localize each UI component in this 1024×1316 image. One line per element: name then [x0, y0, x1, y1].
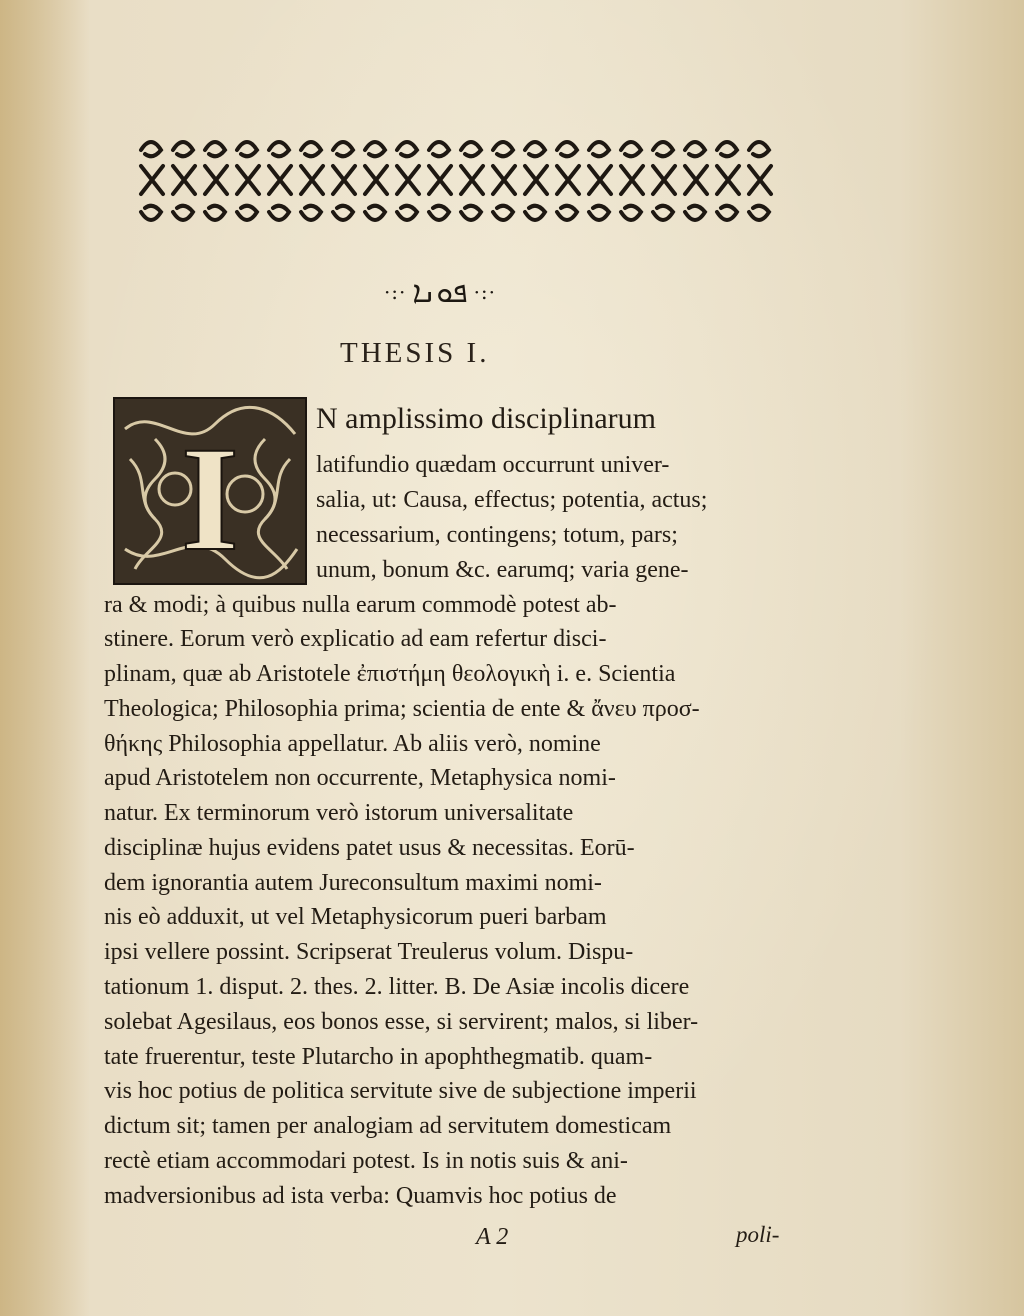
- text-line: tate fruerentur, teste Plutarcho in apophthegmatib. quam-: [104, 1044, 653, 1070]
- catchword: poli-: [736, 1222, 780, 1247]
- text-line: dem ignorantia autem Jureconsultum maximi nomi-: [104, 870, 602, 896]
- signature-mark: A 2: [476, 1224, 509, 1250]
- text-line: tationum 1. disput. 2. thes. 2. litter. B. De Asiæ incolis dicere: [104, 974, 690, 1000]
- thesis-heading: THESIS I.: [340, 337, 490, 369]
- text-line: N amplissimo disciplinarum: [316, 402, 656, 435]
- text-line: vis hoc potius de politica servitute sive de subjectione imperii: [104, 1078, 697, 1104]
- text-line: necessarium, contingens; totum, pars;: [316, 522, 678, 548]
- dropcap-letter: I: [180, 416, 240, 582]
- text-line: stinere. Eorum verò explicatio ad eam refertur disci-: [104, 626, 607, 652]
- syriac-title: ܦܘܢܐ: [412, 274, 468, 310]
- text-line: ipsi vellere possint. Scripserat Treulerus volum. Dispu-: [104, 939, 634, 965]
- text-line: rectè etiam accommodari potest. Is in notis suis & ani-: [104, 1148, 628, 1174]
- text-line: Theologica; Philosophia prima; scientia de ente & ἄνευ προσ-: [104, 696, 700, 722]
- left-dot-ornament: ·:·: [383, 280, 407, 304]
- text-line: plinam, quæ ab Aristotele ἐπιστήμη θεολογικὴ i. e. Scientia: [104, 661, 676, 687]
- text-line: ra & modi; à quibus nulla earum commodè potest ab-: [104, 592, 617, 618]
- text-line: natur. Ex terminorum verò istorum universalitate: [104, 800, 574, 826]
- text-line: nis eò adduxit, ut vel Metaphysicorum pueri barbam: [104, 904, 607, 930]
- text-line: unum, bonum &c. earumq; varia gene-: [316, 557, 689, 583]
- text-line: θήκης Philosophia appellatur. Ab aliis verò, nomine: [104, 731, 601, 757]
- text-line: salia, ut: Causa, effectus; potentia, actus;: [316, 487, 708, 513]
- text-line: apud Aristotelem non occurrente, Metaphysica nomi-: [104, 765, 616, 791]
- right-dot-ornament: ·:·: [473, 280, 497, 304]
- text-line: latifundio quædam occurrunt univer-: [316, 452, 670, 478]
- text-line: disciplinæ hujus evidens patet usus & necessitas. Eorū-: [104, 835, 635, 861]
- text-line: madversionibus ad ista verba: Quamvis hoc potius de: [104, 1183, 617, 1209]
- text-line: solebat Agesilaus, eos bonos esse, si servirent; malos, si liber-: [104, 1009, 699, 1035]
- text-line: dictum sit; tamen per analogiam ad servitutem domesticam: [104, 1113, 672, 1139]
